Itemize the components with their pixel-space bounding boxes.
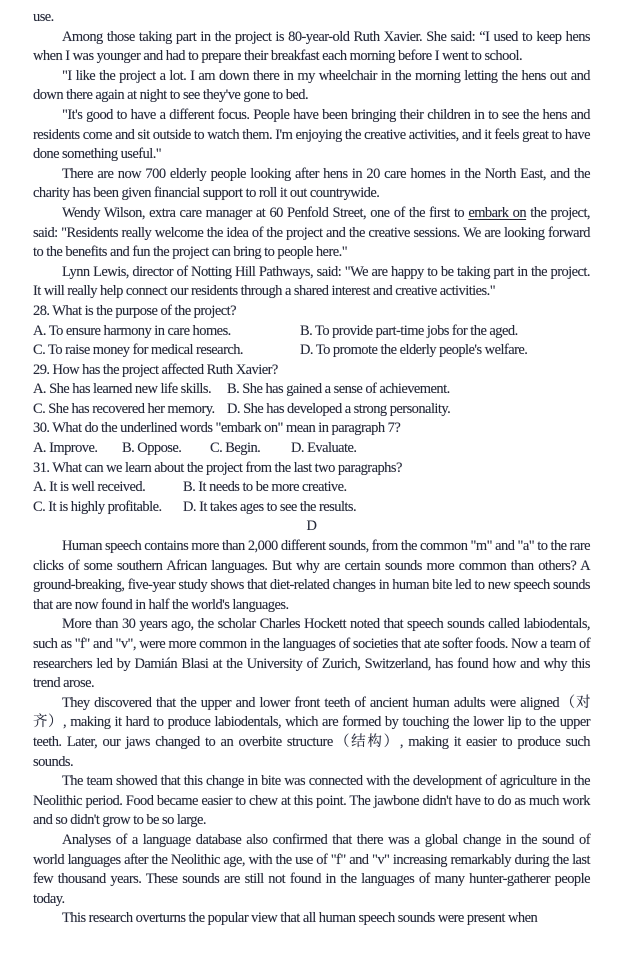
option-text: She has recovered her memory. [48, 400, 215, 417]
option-29-c [33, 400, 227, 420]
question-28-stem: 28. What is the purpose of the project? [33, 302, 236, 319]
options-row [33, 498, 590, 518]
option-label: A. [33, 381, 46, 398]
paragraph: Among those taking part in the project is 80-year-old Ruth Xavier. She said: “I used to keep hens when I was younger and had to prepare their breakfast each morning before I went to school. [33, 28, 590, 65]
option-text: Oppose. [137, 440, 182, 457]
option-text: It takes ages to see the results. [199, 498, 357, 515]
option-text: To promote the elderly people's welfare. [315, 342, 528, 359]
option-30-b [122, 439, 210, 459]
option-30-a [33, 439, 122, 459]
option-28-d [300, 341, 590, 361]
option-31-d [183, 498, 590, 518]
option-label: A. [33, 440, 46, 457]
option-label: B. [183, 479, 196, 496]
paragraph: The team showed that this change in bite was connected with the development of agriculture in the Neolithic period. Food became easier to chew at this point. The jawbone didn't have to do as much work and so didn't grow to be so large. [33, 773, 590, 829]
option-text: It needs to be more creative. [198, 479, 347, 496]
options-row [33, 341, 590, 361]
option-29-d [227, 400, 590, 420]
question-29-stem: 29. How has the project affected Ruth Xavier? [33, 361, 278, 378]
option-28-c [33, 341, 300, 361]
option-label: A. [33, 479, 46, 496]
option-text: Begin. [225, 440, 261, 457]
option-31-b [183, 478, 590, 498]
paragraph-text: Wendy Wilson, extra care manager at 60 Penfold Street, one of the first to [62, 204, 469, 221]
reading-passage-d [33, 517, 590, 928]
continuation-line: use. [33, 9, 54, 25]
option-label: C. [210, 440, 223, 457]
options-row [33, 439, 590, 459]
question-30-stem: 30. What do the underlined words "embark on" mean in paragraph 7? [33, 420, 401, 437]
options-row [33, 478, 590, 498]
paragraph: There are now 700 elderly people looking after hens in 20 care homes in the North East, and the charity has been given financial support to roll it out countrywide. [33, 165, 590, 202]
option-31-a [33, 478, 183, 498]
options-row [33, 380, 590, 400]
option-29-b [227, 380, 590, 400]
section-heading: D [306, 518, 317, 535]
option-text: To provide part-time jobs for the aged. [315, 322, 518, 339]
option-label: D. [291, 440, 304, 457]
reading-passage-c [33, 8, 590, 302]
options-row [33, 322, 590, 342]
paragraph: More than 30 years ago, the scholar Charles Hockett noted that speech sounds called labiodentals, such as "f" and "v", were more common in the languages of societies that ate softer foods. Now a team of researchers led by Damián Blasi at the University of Zurich, Switzerland, has found how and why this trend arose. [33, 616, 590, 692]
questions-block [33, 302, 590, 518]
option-text: She has learned new life skills. [49, 381, 212, 398]
option-28-a [33, 322, 300, 342]
options-row [33, 400, 590, 420]
option-label: D. [300, 342, 313, 359]
option-label: D. [183, 498, 196, 515]
paragraph: "I like the project a lot. I am down there in my wheelchair in the morning letting the hens out and down there again at night to see they've gone to bed. [33, 67, 590, 104]
option-label: C. [33, 400, 46, 417]
paragraph-text: the project, said: "Residents really welcome the idea of the project and the creative sessions. We are looking forward to the benefits and fun the project can bring to people here." [33, 204, 590, 261]
option-text: It is highly profitable. [48, 498, 162, 515]
option-text: She has developed a strong personality. [243, 400, 451, 417]
option-31-c [33, 498, 183, 518]
option-label: B. [300, 322, 313, 339]
paragraph: Lynn Lewis, director of Notting Hill Pathways, said: "We are happy to be taking part in the project. It will really help connect our residents through a shared interest and creative activities." [33, 263, 590, 300]
question-31-stem: 31. What can we learn about the project from the last two paragraphs? [33, 459, 402, 476]
option-29-a [33, 380, 227, 400]
option-label: B. [227, 381, 240, 398]
option-label: B. [122, 440, 135, 457]
option-text: To ensure harmony in care homes. [48, 322, 231, 339]
option-28-b [300, 322, 590, 342]
option-text: She has gained a sense of achievement. [242, 381, 450, 398]
option-text: It is well received. [49, 479, 146, 496]
option-label: C. [33, 342, 46, 359]
option-label: C. [33, 498, 46, 515]
option-text: Improve. [49, 440, 98, 457]
underlined-phrase: embark on [468, 204, 527, 221]
paragraph: Human speech contains more than 2,000 different sounds, from the common "m" and "a" to the rare clicks of some southern African languages. But why are certain sounds more common than others? A ground-breaking, five-year study shows that diet-related changes in human bite led to new speech sounds that are now found in half the world's languages. [33, 538, 590, 613]
paragraph: Analyses of a language database also confirmed that there was a global change in the sound of world languages after the Neolithic age, with the use of "f" and "v" increasing remarkably during the last few thousand years. These sounds are still not found in the languages of many hunter-gatherer people today. [33, 831, 590, 907]
paragraph-with-underline [33, 204, 590, 263]
option-text: Evaluate. [307, 440, 357, 457]
paragraph: "It's good to have a different focus. People have been bringing their children in to see the hens and residents come and sit outside to watch them. I'm enjoying the creative activities, and it feels great to have done something useful." [33, 106, 590, 163]
option-30-c [210, 439, 291, 459]
option-30-d [291, 439, 590, 459]
option-text: To raise money for medical research. [48, 342, 244, 359]
option-label: D. [227, 400, 240, 417]
option-label: A. [33, 322, 46, 339]
paragraph: This research overturns the popular view that all human speech sounds were present when [62, 910, 538, 927]
paragraph: They discovered that the upper and lower front teeth of ancient human adults were aligned（对齐）, making it hard to produce labiodentals, which are formed by touching the lower lip to the upper teeth. Later, our jaws changed to an overbite structure（结构）, making it easier to produce such sounds. [33, 694, 590, 770]
